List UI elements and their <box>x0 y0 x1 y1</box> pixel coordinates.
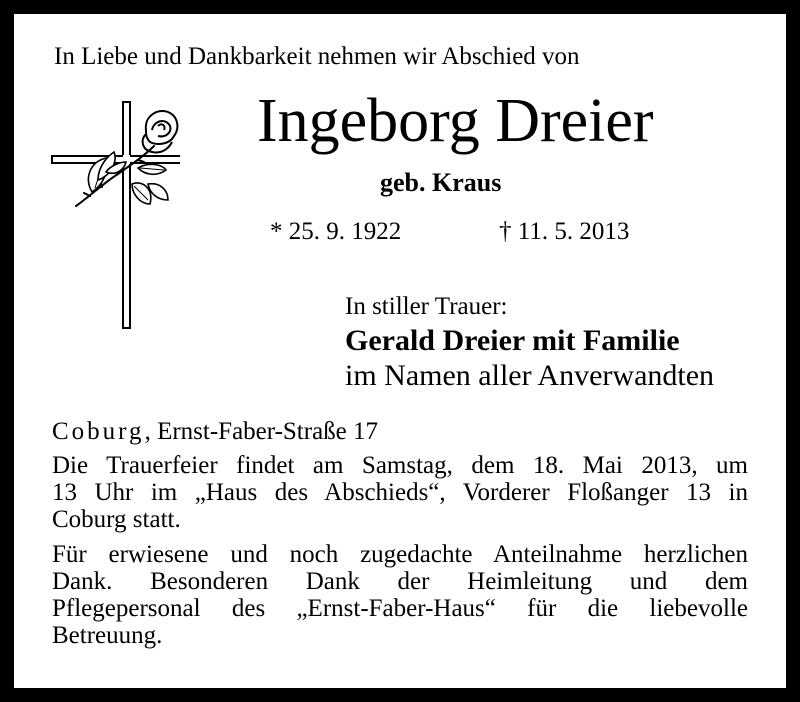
thanks-line: Für erwiesene und noch zugedachte Anteilnahme herzlichen <box>52 541 748 568</box>
relatives-line: im Namen aller Anverwandten <box>345 359 715 392</box>
deceased-name: Ingeborg Dreier <box>257 87 654 155</box>
maiden-name: geb. Kraus <box>380 168 502 197</box>
thanks-line: Dank. Besonderen Dank der Heimleitung und dem <box>52 568 748 595</box>
intro-text: In Liebe und Dankbarkeit nehmen wir Abschied von <box>54 43 580 70</box>
address-city: Coburg <box>52 418 145 445</box>
thanks-line: Betreuung. <box>52 622 163 649</box>
cross-with-rose-icon <box>50 100 180 337</box>
ceremony-paragraph <box>52 452 748 533</box>
thanks-paragraph <box>52 541 748 649</box>
thanks-line: Pflegepersonal des „Ernst-Faber-Haus“ für die liebevolle <box>52 595 748 622</box>
birth-date: * 25. 9. 1922 <box>270 218 402 245</box>
mourning-label: In stiller Trauer: <box>345 293 508 320</box>
obituary-notice <box>14 14 786 688</box>
ceremony-line: 13 Uhr im „Haus des Abschieds“, Vorderer Floßanger 13 in <box>52 479 748 506</box>
address <box>52 419 378 444</box>
ceremony-line: Coburg statt. <box>52 506 181 533</box>
ceremony-line: Die Trauerfeier findet am Samstag, dem 18. Mai 2013, um <box>52 452 748 479</box>
mourners-name: Gerald Dreier mit Familie <box>345 324 680 357</box>
death-date: † 11. 5. 2013 <box>499 218 630 245</box>
address-street: , Ernst-Faber-Straße 17 <box>144 418 379 445</box>
